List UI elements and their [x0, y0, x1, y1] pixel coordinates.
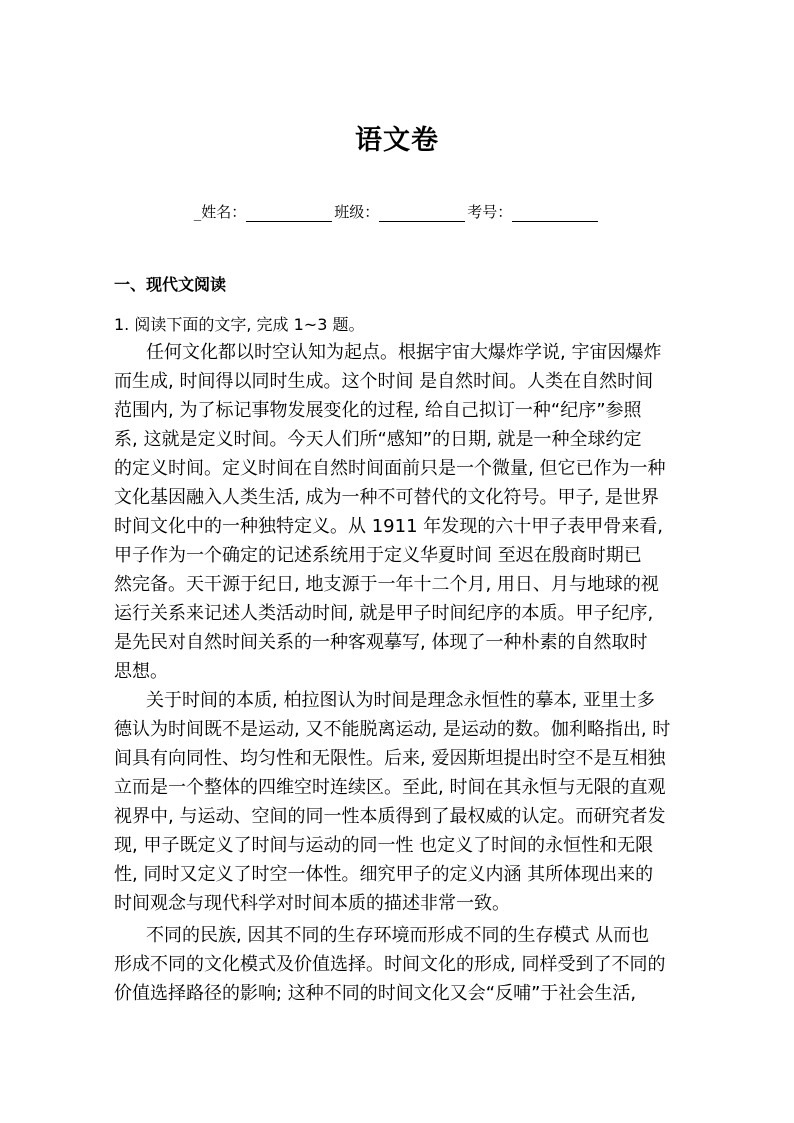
question-prompt: 1. 阅读下面的文字, 完成 1~3 题。 — [114, 315, 365, 334]
text-line: 德认为时间既不是运动, 又不能脱离运动, 是运动的数。伽利略指出, 时 — [114, 719, 671, 740]
text-line: 现, 甲子既定义了时间与运动的同一性 也定义了时间的永恒性和无限 — [114, 835, 654, 856]
text-line: 形成不同的文化模式及价值选择。时间文化的形成, 同样受到了不同的 — [114, 954, 666, 975]
text-line: 间具有向同性、均匀性和无限性。后来, 爱因斯坦提出时空不是互相独 — [114, 748, 666, 769]
text-line: 性, 同时又定义了时空一体性。细究甲子的定义内涵 其所体现出来的 — [114, 864, 654, 885]
name-blank[interactable] — [246, 205, 332, 222]
class-label: 班级： — [334, 203, 380, 221]
text-line: 时间观念与现代科学对时间本质的描述非常一致。 — [114, 893, 510, 914]
text-line: 而生成, 时间得以同时生成。这个时间 是自然时间。人类在自然时间 — [114, 371, 654, 392]
text-line: 立而是一个整体的四维空时连续区。至此, 时间在其永恒与无限的直观 — [114, 777, 666, 798]
text-line: 思想。 — [114, 661, 168, 682]
class-blank[interactable] — [379, 205, 465, 222]
text-line: 视界中, 与运动、空间的同一性本质得到了最权威的认定。而研究者发 — [114, 806, 666, 827]
text-line: 时间文化中的一种独特定义。从 1911 年发现的六十甲子表甲骨来看, — [114, 516, 663, 537]
text-line: 甲子作为一个确定的记述系统用于定义华夏时间 至迟在殷商时期已 — [114, 545, 642, 566]
text-line: 系, 这就是定义时间。今天人们所“感知”的日期, 就是一种全球约定 — [114, 429, 642, 450]
text-line: 范围内, 为了标记事物发展变化的过程, 给自己拟订一种“纪序”参照 — [114, 400, 642, 421]
student-info-row — [0, 201, 794, 222]
text-line: 任何文化都以时空认知为起点。根据宇宙大爆炸学说, 宇宙因爆炸 — [146, 342, 662, 363]
section-title: 一、现代文阅读 — [114, 275, 227, 294]
paragraph-2 — [114, 686, 688, 918]
text-line: 关于时间的本质, 柏拉图认为时间是理念永恒性的摹本, 亚里士多 — [146, 690, 655, 711]
paragraph-1 — [114, 338, 688, 686]
text-line: 的定义时间。定义时间在自然时间面前只是一个微量, 但它已作为一种 — [114, 458, 666, 479]
exam-number-label: 考号： — [467, 203, 513, 221]
page-title: 语文卷 — [355, 125, 439, 156]
name-label: _姓名： — [193, 203, 247, 221]
text-line: 然完备。天干源于纪日, 地支源于一年十二个月, 用日、月与地球的视 — [114, 574, 659, 595]
text-line: 不同的民族, 因其不同的生存环境而形成不同的生存模式 从而也 — [146, 925, 650, 946]
text-line: 运行关系来记述人类活动时间, 就是甲子时间纪序的本质。甲子纪序, — [114, 603, 654, 624]
text-line: 文化基因融入人类生活, 成为一种不可替代的文化符号。甲子, 是世界 — [114, 487, 659, 508]
paragraph-3 — [114, 921, 688, 1008]
exam-number-blank[interactable] — [512, 205, 598, 222]
text-line: 价值选择路径的影响; 这种不同的时间文化又会“反哺”于社会生活, — [114, 983, 637, 1004]
text-line: 是先民对自然时间关系的一种客观摹写, 体现了一种朴素的自然取时 — [114, 632, 648, 653]
